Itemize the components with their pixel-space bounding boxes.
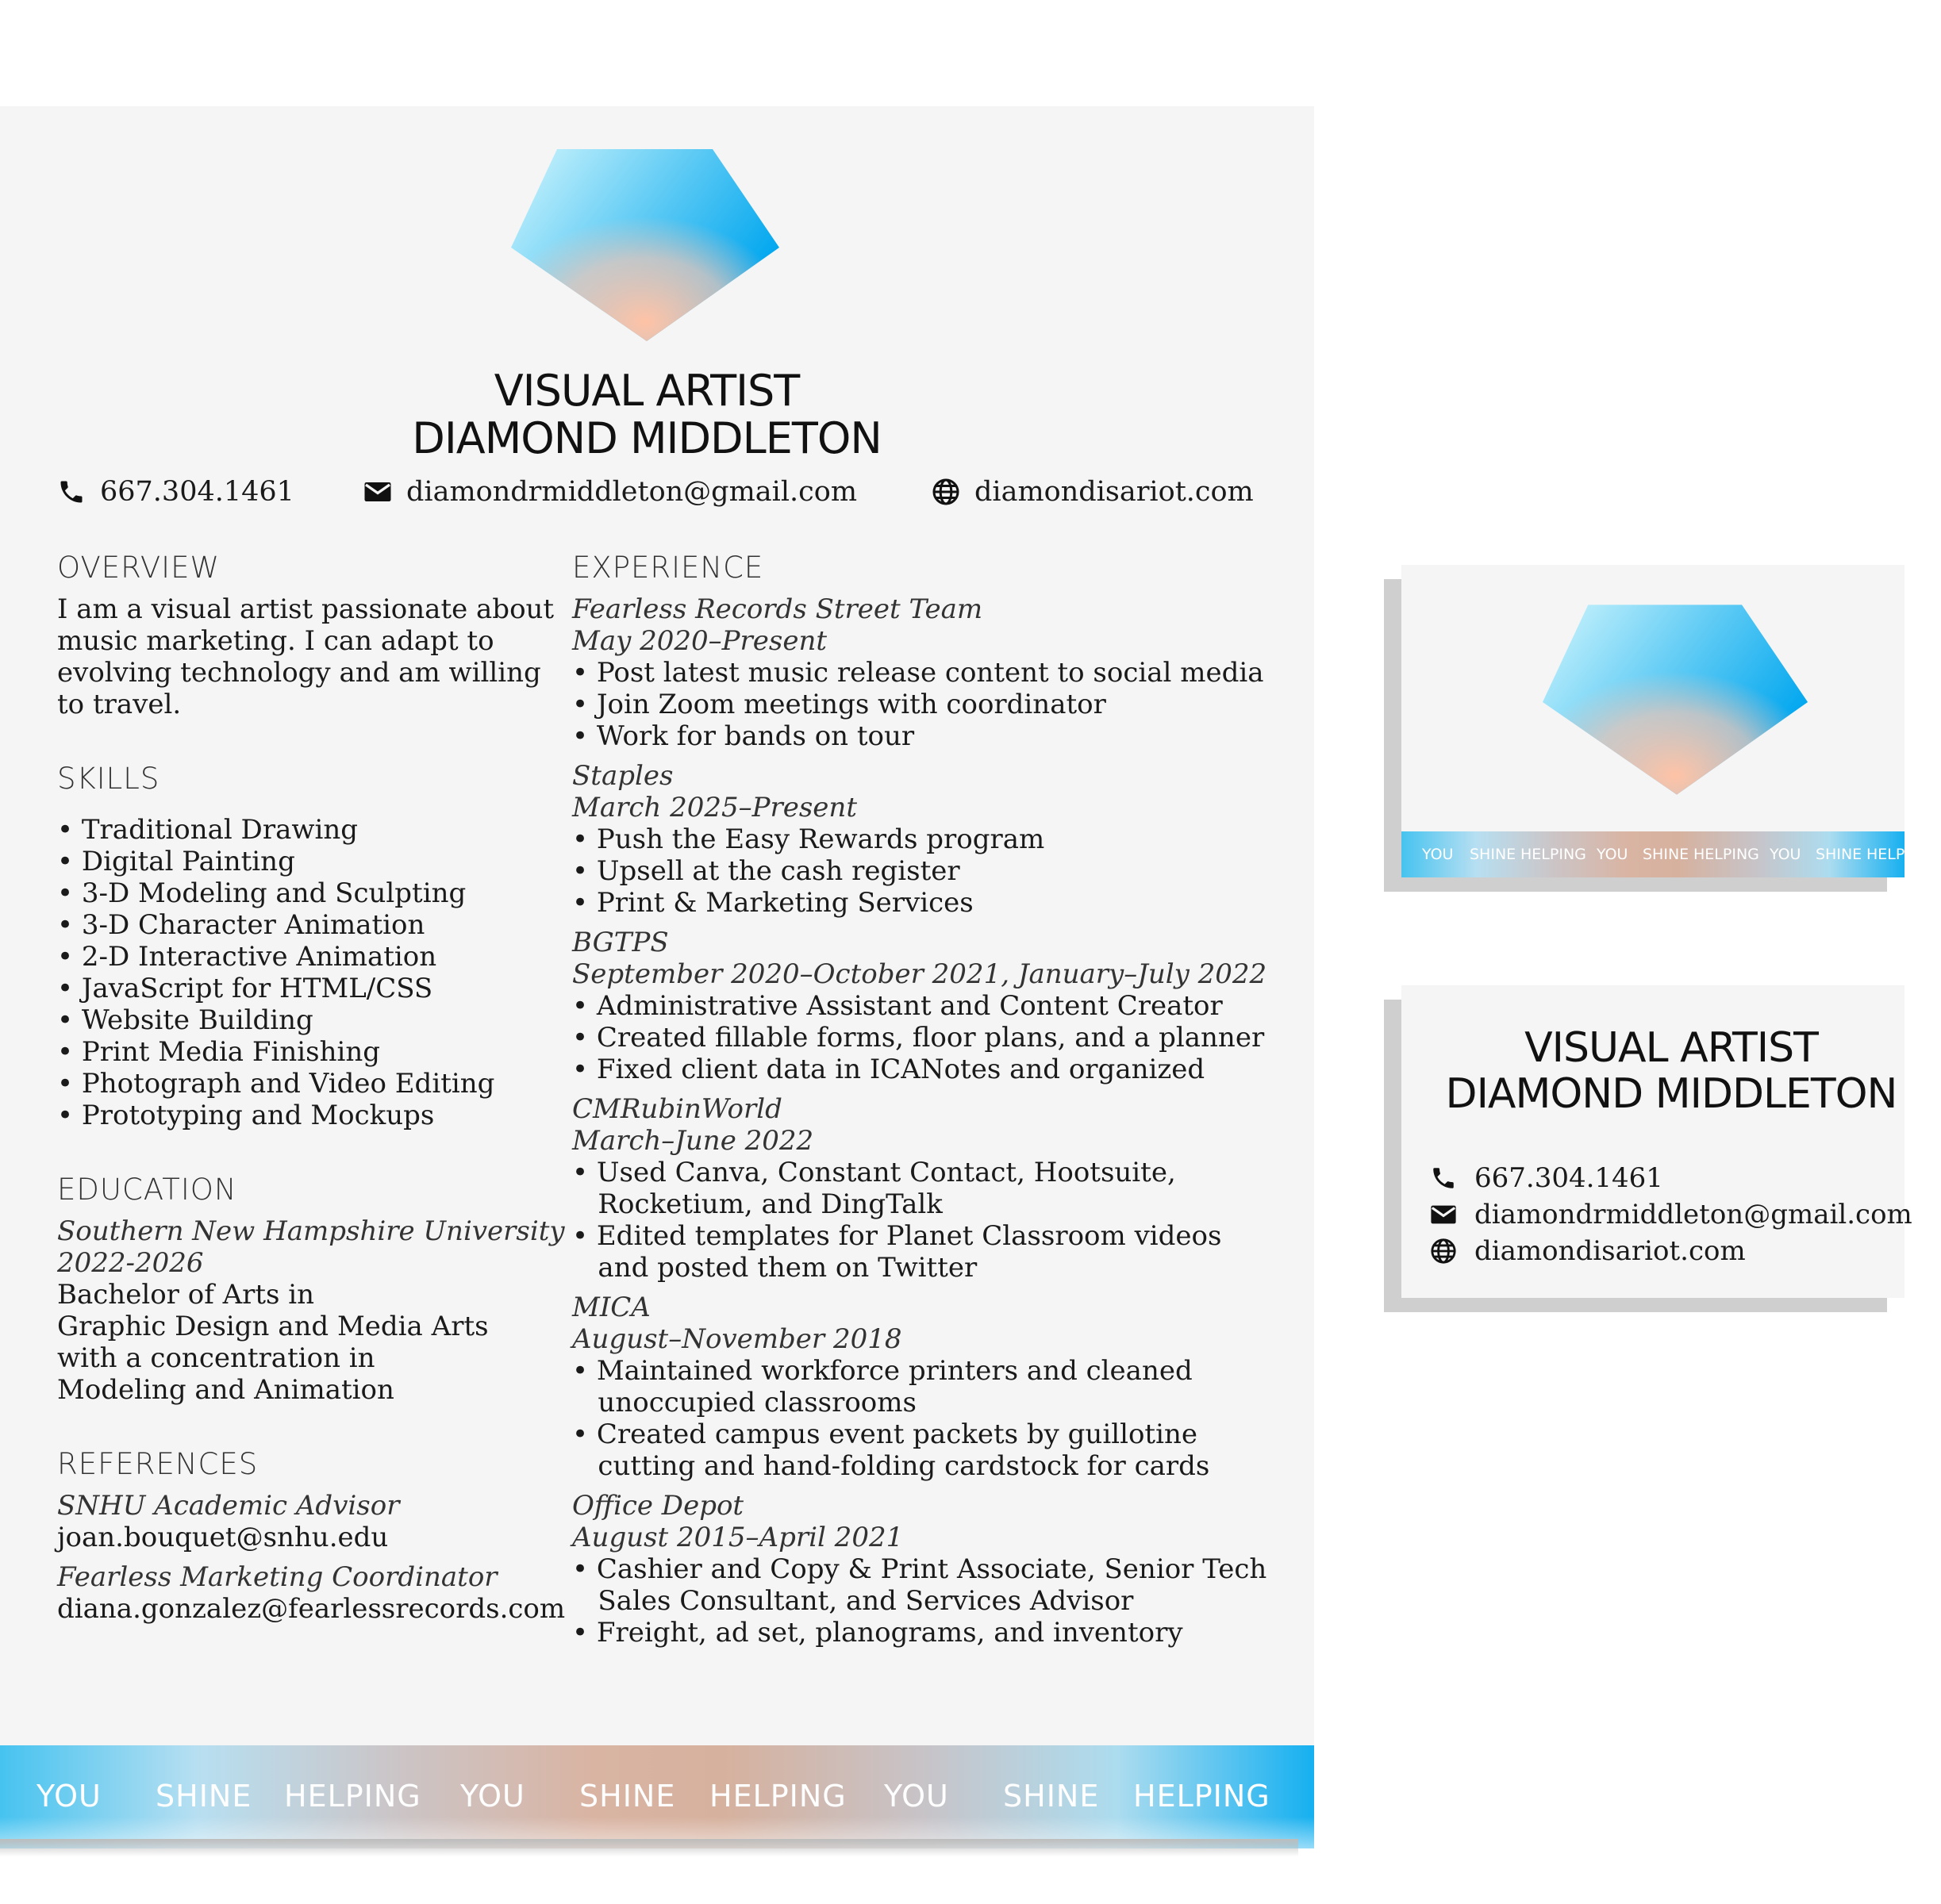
job-line: • Maintained workforce printers and cleaned bbox=[572, 1355, 1193, 1387]
skill-item: • 3-D Character Animation bbox=[57, 909, 425, 941]
card-heading bbox=[1401, 1025, 1941, 1117]
job-entry bbox=[572, 760, 1302, 919]
education-title: EDUCATION bbox=[57, 1173, 237, 1207]
job-company: Office Depot bbox=[572, 1490, 744, 1522]
job-company: MICA bbox=[572, 1292, 651, 1323]
job-line: cutting and hand-folding cardstock for cards bbox=[572, 1450, 1210, 1482]
right-column bbox=[572, 551, 1302, 1656]
job-company: CMRubinWorld bbox=[572, 1093, 782, 1125]
skill-item: • 2-D Interactive Animation bbox=[57, 941, 437, 973]
overview-line: to travel. bbox=[57, 689, 182, 720]
job-dates: March–June 2022 bbox=[572, 1125, 814, 1157]
slogan-word: SHINE bbox=[1003, 1779, 1100, 1814]
skills-title: SKILLS bbox=[57, 762, 160, 796]
slogan-band bbox=[0, 1745, 1314, 1848]
job-line: • Created campus event packets by guillotine bbox=[572, 1418, 1197, 1450]
full-name: DIAMOND MIDDLETON bbox=[1445, 1070, 1897, 1118]
school-years: 2022-2026 bbox=[57, 1247, 204, 1279]
job-line: • Post latest music release content to social media bbox=[572, 657, 1264, 689]
contact-row bbox=[57, 476, 1254, 516]
experience-title: EXPERIENCE bbox=[572, 551, 764, 585]
degree-line: Graphic Design and Media Arts bbox=[57, 1311, 489, 1342]
email-contact[interactable] bbox=[1430, 1196, 1912, 1233]
job-line: unoccupied classrooms bbox=[572, 1387, 917, 1418]
slogan-word: SHINE bbox=[1470, 846, 1516, 863]
slogan-word: YOU bbox=[884, 1779, 949, 1814]
reference-email[interactable]: joan.bouquet@snhu.edu bbox=[57, 1522, 389, 1553]
reference-email[interactable]: diana.gonzalez@fearlessrecords.com bbox=[57, 1593, 566, 1625]
slogan-word: HELPI bbox=[1866, 846, 1909, 863]
business-card-front bbox=[1401, 565, 1909, 877]
reference-role: Fearless Marketing Coordinator bbox=[57, 1561, 498, 1593]
slogan-word: HELPING bbox=[1520, 846, 1586, 863]
overview-line: evolving technology and am willing bbox=[57, 657, 541, 689]
phone-icon bbox=[1430, 1165, 1457, 1192]
overview-text bbox=[57, 593, 565, 720]
references-title: REFERENCES bbox=[57, 1447, 259, 1481]
skill-item: • 3-D Modeling and Sculpting bbox=[57, 877, 467, 909]
job-line: • Work for bands on tour bbox=[572, 720, 915, 752]
job-line: • Upsell at the cash register bbox=[572, 855, 960, 887]
envelope-icon bbox=[363, 478, 392, 506]
slogan-word: YOU bbox=[1422, 846, 1454, 863]
website-contact[interactable] bbox=[932, 476, 1254, 508]
email-address: diamondrmiddleton@gmail.com bbox=[406, 476, 858, 508]
slogan-word: HELPING bbox=[1693, 846, 1759, 863]
job-line: Sales Consultant, and Services Advisor bbox=[572, 1585, 1134, 1617]
phone-number: 667.304.1461 bbox=[1474, 1162, 1663, 1194]
job-title: VISUAL ARTIST bbox=[494, 366, 800, 416]
resume-sheet bbox=[0, 106, 1314, 1848]
phone-contact[interactable] bbox=[1430, 1160, 1912, 1196]
skill-item: • Traditional Drawing bbox=[57, 814, 358, 846]
job-entry bbox=[572, 927, 1302, 1085]
phone-icon bbox=[57, 478, 86, 506]
degree bbox=[57, 1279, 565, 1406]
slogan-word: SHINE bbox=[579, 1779, 676, 1814]
skills-list bbox=[57, 814, 565, 1131]
skill-item: • Photograph and Video Editing bbox=[57, 1068, 495, 1100]
slogan-word: HELPING bbox=[284, 1779, 421, 1814]
job-company: Staples bbox=[572, 760, 674, 792]
job-entry bbox=[572, 1292, 1302, 1482]
resume-heading bbox=[0, 367, 1293, 462]
job-line: • Fixed client data in ICANotes and organized bbox=[572, 1054, 1205, 1085]
job-line: • Used Canva, Constant Contact, Hootsuite, bbox=[572, 1157, 1176, 1188]
job-dates: May 2020–Present bbox=[572, 625, 828, 657]
skill-item: • JavaScript for HTML/CSS bbox=[57, 973, 433, 1004]
full-name: DIAMOND MIDDLETON bbox=[412, 413, 882, 463]
email-address: diamondrmiddleton@gmail.com bbox=[1474, 1199, 1912, 1230]
globe-icon bbox=[932, 478, 960, 506]
website-url: diamondisariot.com bbox=[974, 476, 1254, 508]
diamond-logo-icon bbox=[1541, 603, 1812, 797]
phone-contact[interactable] bbox=[57, 476, 294, 508]
job-entry bbox=[572, 593, 1302, 752]
slogan-word: YOU bbox=[460, 1779, 525, 1814]
skill-item: • Prototyping and Mockups bbox=[57, 1100, 435, 1131]
sheet-shadow bbox=[0, 1839, 1298, 1856]
job-company: BGTPS bbox=[572, 927, 669, 958]
job-dates: September 2020–October 2021, January–July 2022 bbox=[572, 958, 1267, 990]
job-dates: August–November 2018 bbox=[572, 1323, 902, 1355]
job-line: and posted them on Twitter bbox=[572, 1252, 978, 1284]
business-card-back bbox=[1401, 985, 1912, 1298]
job-line: • Administrative Assistant and Content Creator bbox=[572, 990, 1223, 1022]
overview-line: I am a visual artist passionate about bbox=[57, 593, 555, 625]
email-contact[interactable] bbox=[363, 476, 857, 508]
slogan-word: YOU bbox=[1597, 846, 1628, 863]
skill-item: • Website Building bbox=[57, 1004, 313, 1036]
slogan-word: SHINE bbox=[1643, 846, 1689, 863]
skill-item: • Print Media Finishing bbox=[57, 1036, 381, 1068]
diamond-logo-icon bbox=[509, 149, 784, 341]
globe-icon bbox=[1430, 1238, 1457, 1265]
website-contact[interactable] bbox=[1430, 1233, 1912, 1269]
reference-role: SNHU Academic Advisor bbox=[57, 1490, 400, 1522]
slogan-word: SHINE bbox=[1816, 846, 1862, 863]
job-title: VISUAL ARTIST bbox=[1524, 1024, 1818, 1072]
slogan-word: SHINE bbox=[156, 1779, 252, 1814]
card-contacts bbox=[1430, 1160, 1912, 1269]
left-column bbox=[57, 551, 565, 1625]
slogan-word: YOU bbox=[1770, 846, 1801, 863]
slogan-word: HELPING bbox=[709, 1779, 847, 1814]
degree-line: with a concentration in bbox=[57, 1342, 375, 1374]
job-line: • Freight, ad set, planograms, and inventory bbox=[572, 1617, 1183, 1649]
phone-number: 667.304.1461 bbox=[100, 476, 294, 508]
slogan-word: YOU bbox=[37, 1779, 102, 1814]
job-line: • Created fillable forms, floor plans, and a planner bbox=[572, 1022, 1265, 1054]
job-line: • Print & Marketing Services bbox=[572, 887, 974, 919]
card-slogan-band bbox=[1401, 831, 1909, 877]
job-entry bbox=[572, 1490, 1302, 1649]
job-entry bbox=[572, 1093, 1302, 1284]
job-line: • Edited templates for Planet Classroom videos bbox=[572, 1220, 1222, 1252]
job-line: • Push the Easy Rewards program bbox=[572, 823, 1045, 855]
job-dates: March 2025–Present bbox=[572, 792, 857, 823]
overview-line: music marketing. I can adapt to bbox=[57, 625, 494, 657]
job-line: Rocketium, and DingTalk bbox=[572, 1188, 943, 1220]
overview-title: OVERVIEW bbox=[57, 551, 221, 585]
job-line: • Cashier and Copy & Print Associate, Senior Tech bbox=[572, 1553, 1267, 1585]
degree-line: Modeling and Animation bbox=[57, 1374, 394, 1406]
job-dates: August 2015–April 2021 bbox=[572, 1522, 904, 1553]
school-name: Southern New Hampshire University bbox=[57, 1215, 565, 1247]
degree-line: Bachelor of Arts in bbox=[57, 1279, 315, 1311]
website-url: diamondisariot.com bbox=[1474, 1235, 1746, 1267]
envelope-icon bbox=[1430, 1201, 1457, 1228]
skill-item: • Digital Painting bbox=[57, 846, 295, 877]
slogan-word: HELPING bbox=[1133, 1779, 1270, 1814]
job-line: • Join Zoom meetings with coordinator bbox=[572, 689, 1106, 720]
job-company: Fearless Records Street Team bbox=[572, 593, 983, 625]
